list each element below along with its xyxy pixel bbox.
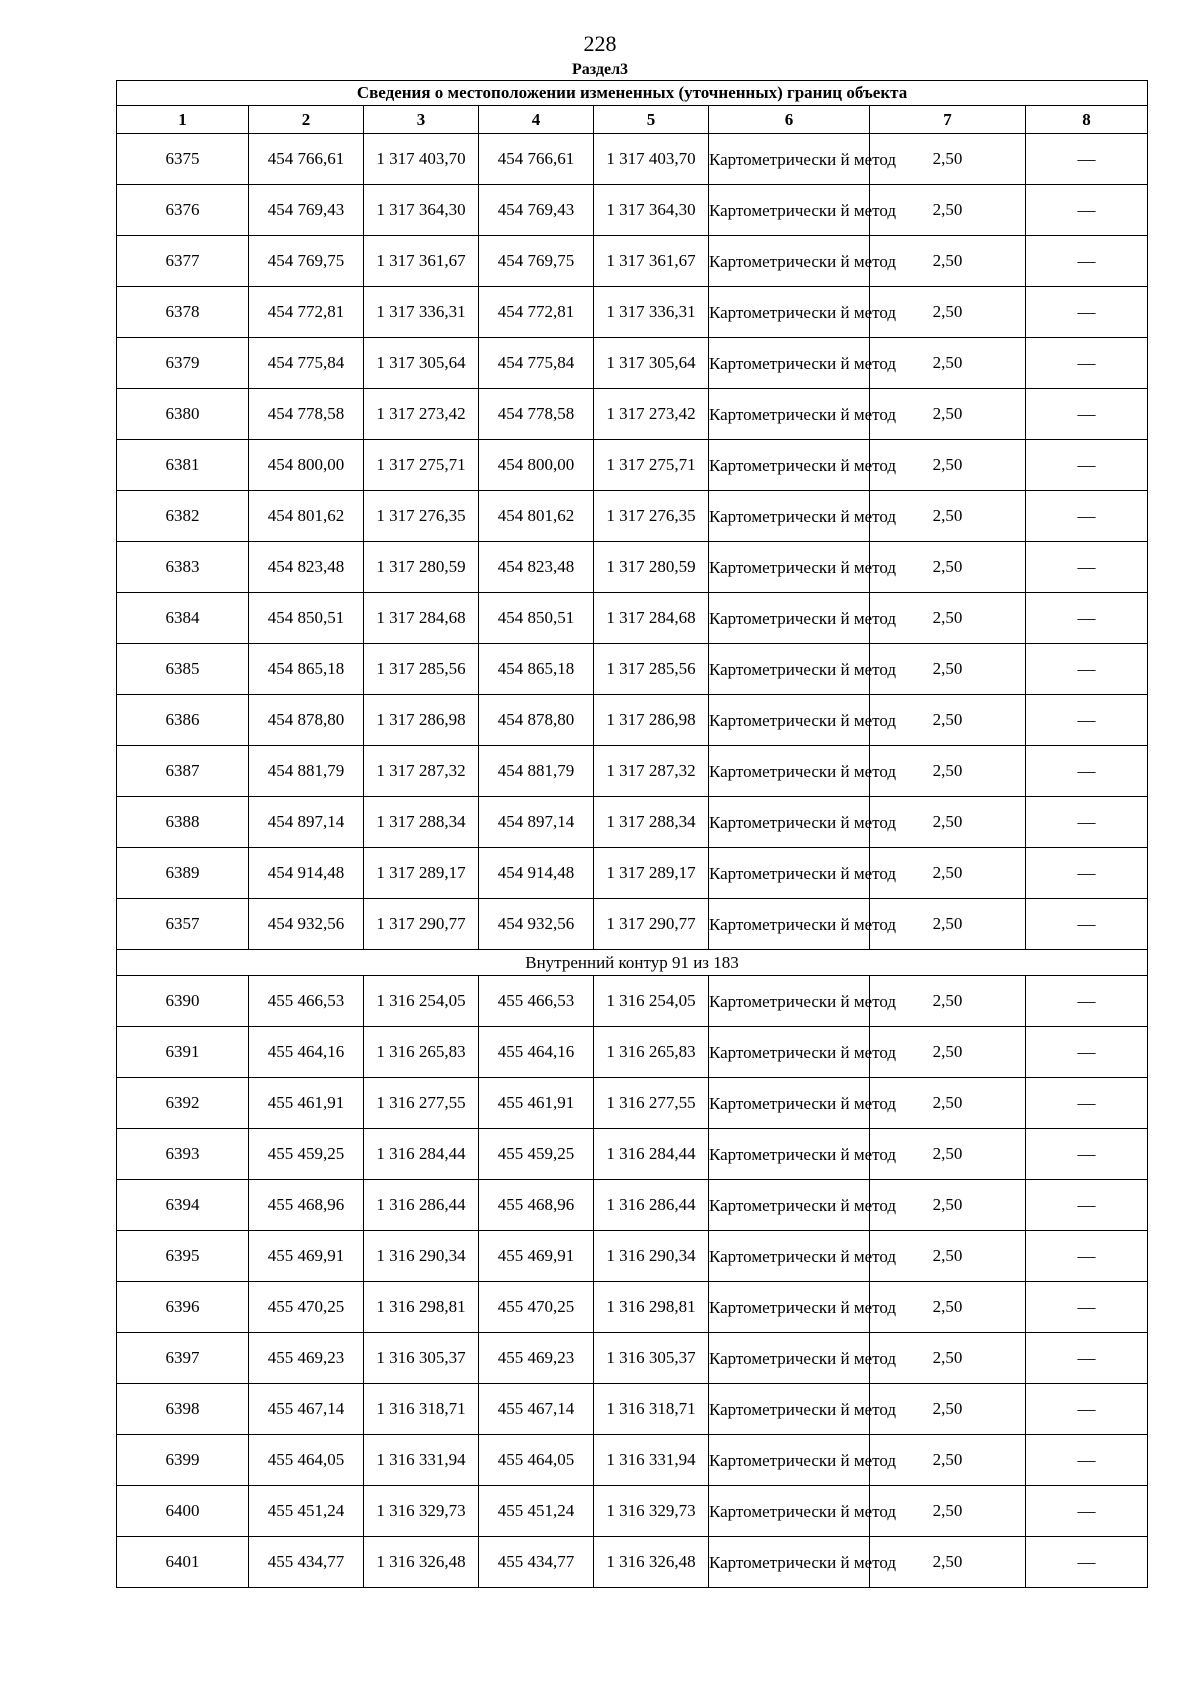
accuracy-cell: 2,50 (870, 1129, 1026, 1180)
accuracy-cell: 2,50 (870, 389, 1026, 440)
note-cell: — (1026, 848, 1148, 899)
accuracy-cell: 2,50 (870, 236, 1026, 287)
table-row (117, 1027, 1148, 1078)
coordinate-cell: 454 775,84 (249, 338, 364, 389)
note-cell: — (1026, 1435, 1148, 1486)
point-number-cell: 6394 (117, 1180, 249, 1231)
coordinate-cell: 455 469,23 (479, 1333, 594, 1384)
table-row (117, 695, 1148, 746)
accuracy-cell: 2,50 (870, 848, 1026, 899)
coordinate-cell: 1 316 305,37 (594, 1333, 709, 1384)
note-cell: — (1026, 389, 1148, 440)
coordinate-cell: 1 317 285,56 (594, 644, 709, 695)
method-cell: Картометрически й метод (709, 746, 870, 797)
coordinate-cell: 1 317 287,32 (594, 746, 709, 797)
coordinate-cell: 454 878,80 (479, 695, 594, 746)
coordinate-cell: 1 317 273,42 (364, 389, 479, 440)
column-number-header: 2 (249, 106, 364, 134)
coordinate-cell: 1 316 290,34 (594, 1231, 709, 1282)
point-number-cell: 6396 (117, 1282, 249, 1333)
coordinate-cell: 454 881,79 (249, 746, 364, 797)
table-row (117, 1078, 1148, 1129)
coordinate-cell: 1 316 284,44 (364, 1129, 479, 1180)
coordinate-cell: 455 470,25 (249, 1282, 364, 1333)
coordinate-cell: 1 316 305,37 (364, 1333, 479, 1384)
coordinate-cell: 1 316 326,48 (594, 1537, 709, 1588)
accuracy-cell: 2,50 (870, 1333, 1026, 1384)
method-cell: Картометрически й метод (709, 185, 870, 236)
coordinate-cell: 454 801,62 (249, 491, 364, 542)
point-number-cell: 6357 (117, 899, 249, 950)
coordinate-cell: 1 317 284,68 (364, 593, 479, 644)
note-cell: — (1026, 797, 1148, 848)
note-cell: — (1026, 1231, 1148, 1282)
coordinate-cell: 454 772,81 (479, 287, 594, 338)
coordinate-cell: 454 769,75 (479, 236, 594, 287)
note-cell: — (1026, 695, 1148, 746)
column-number-header: 5 (594, 106, 709, 134)
coordinate-cell: 455 464,16 (479, 1027, 594, 1078)
table-row (117, 1486, 1148, 1537)
table-row (117, 1282, 1148, 1333)
accuracy-cell: 2,50 (870, 1231, 1026, 1282)
coordinate-cell: 455 461,91 (479, 1078, 594, 1129)
accuracy-cell: 2,50 (870, 1078, 1026, 1129)
coordinate-cell: 1 317 305,64 (364, 338, 479, 389)
point-number-cell: 6387 (117, 746, 249, 797)
coordinate-cell: 1 317 364,30 (364, 185, 479, 236)
table-row (117, 338, 1148, 389)
accuracy-cell: 2,50 (870, 542, 1026, 593)
coordinate-cell: 1 317 286,98 (594, 695, 709, 746)
table-row (117, 1435, 1148, 1486)
coordinate-cell: 1 317 361,67 (364, 236, 479, 287)
point-number-cell: 6381 (117, 440, 249, 491)
coordinate-cell: 1 317 275,71 (364, 440, 479, 491)
coordinate-cell: 454 897,14 (479, 797, 594, 848)
note-cell: — (1026, 899, 1148, 950)
method-cell: Картометрически й метод (709, 848, 870, 899)
method-cell: Картометрически й метод (709, 644, 870, 695)
method-cell: Картометрически й метод (709, 1078, 870, 1129)
table-row (117, 1129, 1148, 1180)
note-cell: — (1026, 1180, 1148, 1231)
table-caption: Сведения о местоположении измененных (уточненных) границ объекта (117, 81, 1148, 106)
column-number-header: 7 (870, 106, 1026, 134)
accuracy-cell: 2,50 (870, 338, 1026, 389)
coordinate-cell: 454 766,61 (479, 134, 594, 185)
note-cell: — (1026, 593, 1148, 644)
coordinate-cell: 1 317 276,35 (594, 491, 709, 542)
point-number-cell: 6399 (117, 1435, 249, 1486)
point-number-cell: 6385 (117, 644, 249, 695)
coordinate-cell: 454 865,18 (249, 644, 364, 695)
coordinate-cell: 454 897,14 (249, 797, 364, 848)
accuracy-cell: 2,50 (870, 134, 1026, 185)
method-cell: Картометрически й метод (709, 1384, 870, 1435)
coordinate-cell: 455 451,24 (479, 1486, 594, 1537)
method-cell: Картометрически й метод (709, 1333, 870, 1384)
coordinate-cell: 455 464,05 (249, 1435, 364, 1486)
note-cell: — (1026, 976, 1148, 1027)
table-row (117, 746, 1148, 797)
point-number-cell: 6400 (117, 1486, 249, 1537)
coordinate-cell: 455 461,91 (249, 1078, 364, 1129)
coordinate-cell: 1 317 403,70 (364, 134, 479, 185)
table-row (117, 1537, 1148, 1588)
coordinate-cell: 1 317 336,31 (594, 287, 709, 338)
table-row (117, 1180, 1148, 1231)
coordinate-cell: 454 865,18 (479, 644, 594, 695)
method-cell: Картометрически й метод (709, 1027, 870, 1078)
point-number-cell: 6380 (117, 389, 249, 440)
point-number-cell: 6390 (117, 976, 249, 1027)
coordinate-cell: 454 801,62 (479, 491, 594, 542)
coordinate-cell: 1 316 298,81 (594, 1282, 709, 1333)
coordinate-cell: 455 469,23 (249, 1333, 364, 1384)
note-cell: — (1026, 1333, 1148, 1384)
coordinate-cell: 1 316 277,55 (594, 1078, 709, 1129)
table-row (117, 797, 1148, 848)
coordinate-cell: 455 459,25 (249, 1129, 364, 1180)
note-cell: — (1026, 287, 1148, 338)
note-cell: — (1026, 1486, 1148, 1537)
coordinate-cell: 1 316 286,44 (364, 1180, 479, 1231)
note-cell: — (1026, 440, 1148, 491)
coordinate-cell: 1 317 287,32 (364, 746, 479, 797)
note-cell: — (1026, 338, 1148, 389)
coordinate-cell: 1 317 403,70 (594, 134, 709, 185)
note-cell: — (1026, 1027, 1148, 1078)
note-cell: — (1026, 1282, 1148, 1333)
contour-row (117, 950, 1148, 976)
accuracy-cell: 2,50 (870, 976, 1026, 1027)
table-row (117, 976, 1148, 1027)
note-cell: — (1026, 1537, 1148, 1588)
point-number-cell: 6379 (117, 338, 249, 389)
coordinate-cell: 1 316 331,94 (364, 1435, 479, 1486)
coordinate-cell: 455 469,91 (249, 1231, 364, 1282)
coordinate-cell: 454 778,58 (479, 389, 594, 440)
section-title: Раздел3 (571, 61, 629, 78)
column-number-header: 4 (479, 106, 594, 134)
coordinate-cell: 454 772,81 (249, 287, 364, 338)
accuracy-cell: 2,50 (870, 287, 1026, 338)
accuracy-cell: 2,50 (870, 746, 1026, 797)
accuracy-cell: 2,50 (870, 185, 1026, 236)
table-row (117, 236, 1148, 287)
method-cell: Картометрически й метод (709, 1231, 870, 1282)
accuracy-cell: 2,50 (870, 899, 1026, 950)
point-number-cell: 6378 (117, 287, 249, 338)
coordinate-cell: 455 468,96 (479, 1180, 594, 1231)
coordinate-cell: 1 317 273,42 (594, 389, 709, 440)
coordinate-cell: 1 316 286,44 (594, 1180, 709, 1231)
coordinate-cell: 1 317 275,71 (594, 440, 709, 491)
accuracy-cell: 2,50 (870, 1180, 1026, 1231)
coordinate-cell: 1 316 284,44 (594, 1129, 709, 1180)
method-cell: Картометрически й метод (709, 440, 870, 491)
coordinate-cell: 1 316 318,71 (364, 1384, 479, 1435)
point-number-cell: 6391 (117, 1027, 249, 1078)
coordinate-cell: 1 316 329,73 (364, 1486, 479, 1537)
coordinate-cell: 1 316 277,55 (364, 1078, 479, 1129)
coordinate-cell: 1 317 284,68 (594, 593, 709, 644)
point-number-cell: 6376 (117, 185, 249, 236)
point-number-cell: 6384 (117, 593, 249, 644)
method-cell: Картометрически й метод (709, 695, 870, 746)
coordinate-cell: 454 881,79 (479, 746, 594, 797)
table-row (117, 899, 1148, 950)
note-cell: — (1026, 134, 1148, 185)
table-row (117, 644, 1148, 695)
coordinate-cell: 455 459,25 (479, 1129, 594, 1180)
point-number-cell: 6375 (117, 134, 249, 185)
coordinate-cell: 1 317 290,77 (594, 899, 709, 950)
coordinate-cell: 454 766,61 (249, 134, 364, 185)
note-cell: — (1026, 236, 1148, 287)
accuracy-cell: 2,50 (870, 1384, 1026, 1435)
coordinate-cell: 454 769,43 (479, 185, 594, 236)
coordinate-cell: 454 775,84 (479, 338, 594, 389)
coordinate-cell: 1 317 288,34 (364, 797, 479, 848)
coordinate-cell: 1 316 254,05 (594, 976, 709, 1027)
coordinate-cell: 455 467,14 (249, 1384, 364, 1435)
coordinate-cell: 1 317 276,35 (364, 491, 479, 542)
table-body (117, 134, 1148, 1588)
coordinates-table (116, 80, 1148, 1588)
coordinate-cell: 454 823,48 (479, 542, 594, 593)
method-cell: Картометрически й метод (709, 593, 870, 644)
coordinate-cell: 454 769,43 (249, 185, 364, 236)
coordinate-cell: 1 316 331,94 (594, 1435, 709, 1486)
note-cell: — (1026, 1078, 1148, 1129)
point-number-cell: 6393 (117, 1129, 249, 1180)
coordinate-cell: 454 932,56 (479, 899, 594, 950)
point-number-cell: 6389 (117, 848, 249, 899)
coordinate-cell: 1 317 288,34 (594, 797, 709, 848)
accuracy-cell: 2,50 (870, 1486, 1026, 1537)
accuracy-cell: 2,50 (870, 440, 1026, 491)
coordinate-cell: 1 316 329,73 (594, 1486, 709, 1537)
coordinate-cell: 1 317 289,17 (594, 848, 709, 899)
point-number-cell: 6392 (117, 1078, 249, 1129)
coordinate-cell: 454 800,00 (249, 440, 364, 491)
note-cell: — (1026, 644, 1148, 695)
table-row (117, 440, 1148, 491)
method-cell: Картометрически й метод (709, 491, 870, 542)
point-number-cell: 6401 (117, 1537, 249, 1588)
note-cell: — (1026, 1129, 1148, 1180)
table-row (117, 848, 1148, 899)
column-number-header: 3 (364, 106, 479, 134)
coordinate-cell: 454 823,48 (249, 542, 364, 593)
table-row (117, 185, 1148, 236)
coordinate-cell: 455 469,91 (479, 1231, 594, 1282)
note-cell: — (1026, 746, 1148, 797)
accuracy-cell: 2,50 (870, 593, 1026, 644)
coordinate-cell: 455 468,96 (249, 1180, 364, 1231)
accuracy-cell: 2,50 (870, 695, 1026, 746)
coordinate-cell: 1 317 285,56 (364, 644, 479, 695)
table-row (117, 389, 1148, 440)
coordinate-cell: 1 317 280,59 (594, 542, 709, 593)
point-number-cell: 6382 (117, 491, 249, 542)
method-cell: Картометрически й метод (709, 797, 870, 848)
column-number-header: 6 (709, 106, 870, 134)
coordinate-cell: 1 317 364,30 (594, 185, 709, 236)
method-cell: Картометрически й метод (709, 1537, 870, 1588)
coordinate-cell: 454 800,00 (479, 440, 594, 491)
method-cell: Картометрически й метод (709, 542, 870, 593)
coordinate-cell: 1 316 265,83 (364, 1027, 479, 1078)
table-row (117, 593, 1148, 644)
note-cell: — (1026, 1384, 1148, 1435)
coordinate-cell: 1 317 289,17 (364, 848, 479, 899)
point-number-cell: 6383 (117, 542, 249, 593)
coordinate-cell: 1 317 336,31 (364, 287, 479, 338)
table-row (117, 542, 1148, 593)
coordinate-cell: 454 850,51 (479, 593, 594, 644)
coordinate-cell: 455 467,14 (479, 1384, 594, 1435)
method-cell: Картометрически й метод (709, 1129, 870, 1180)
accuracy-cell: 2,50 (870, 1537, 1026, 1588)
page-number: 228 (583, 31, 617, 56)
table-row (117, 491, 1148, 542)
method-cell: Картометрически й метод (709, 976, 870, 1027)
accuracy-cell: 2,50 (870, 1027, 1026, 1078)
coordinate-cell: 1 316 265,83 (594, 1027, 709, 1078)
coordinate-cell: 455 451,24 (249, 1486, 364, 1537)
point-number-cell: 6388 (117, 797, 249, 848)
point-number-cell: 6397 (117, 1333, 249, 1384)
coordinate-cell: 455 470,25 (479, 1282, 594, 1333)
method-cell: Картометрически й метод (709, 236, 870, 287)
contour-label: Внутренний контур 91 из 183 (117, 950, 1148, 976)
coordinate-cell: 454 778,58 (249, 389, 364, 440)
accuracy-cell: 2,50 (870, 1435, 1026, 1486)
table-row (117, 1384, 1148, 1435)
method-cell: Картометрически й метод (709, 1282, 870, 1333)
coordinate-cell: 454 914,48 (479, 848, 594, 899)
coordinate-cell: 454 932,56 (249, 899, 364, 950)
coordinate-cell: 1 317 286,98 (364, 695, 479, 746)
coordinate-cell: 454 850,51 (249, 593, 364, 644)
accuracy-cell: 2,50 (870, 797, 1026, 848)
coordinate-cell: 455 434,77 (249, 1537, 364, 1588)
table-row (117, 134, 1148, 185)
coordinate-cell: 1 317 290,77 (364, 899, 479, 950)
coordinate-cell: 455 434,77 (479, 1537, 594, 1588)
coordinate-cell: 1 317 305,64 (594, 338, 709, 389)
point-number-cell: 6377 (117, 236, 249, 287)
coordinate-cell: 1 317 361,67 (594, 236, 709, 287)
note-cell: — (1026, 542, 1148, 593)
accuracy-cell: 2,50 (870, 1282, 1026, 1333)
coordinate-cell: 1 317 280,59 (364, 542, 479, 593)
coordinate-cell: 454 878,80 (249, 695, 364, 746)
column-number-header: 8 (1026, 106, 1148, 134)
point-number-cell: 6398 (117, 1384, 249, 1435)
table-row (117, 287, 1148, 338)
column-number-row (117, 106, 1148, 134)
table-row (117, 1231, 1148, 1282)
column-number-header: 1 (117, 106, 249, 134)
method-cell: Картометрически й метод (709, 1180, 870, 1231)
coordinate-cell: 455 464,05 (479, 1435, 594, 1486)
accuracy-cell: 2,50 (870, 491, 1026, 542)
coordinate-cell: 1 316 326,48 (364, 1537, 479, 1588)
coordinate-cell: 454 769,75 (249, 236, 364, 287)
method-cell: Картометрически й метод (709, 1486, 870, 1537)
method-cell: Картометрически й метод (709, 389, 870, 440)
accuracy-cell: 2,50 (870, 644, 1026, 695)
coordinate-cell: 455 466,53 (249, 976, 364, 1027)
coordinate-cell: 455 464,16 (249, 1027, 364, 1078)
method-cell: Картометрически й метод (709, 899, 870, 950)
point-number-cell: 6395 (117, 1231, 249, 1282)
method-cell: Картометрически й метод (709, 1435, 870, 1486)
method-cell: Картометрически й метод (709, 287, 870, 338)
coordinate-cell: 1 316 254,05 (364, 976, 479, 1027)
note-cell: — (1026, 491, 1148, 542)
method-cell: Картометрически й метод (709, 338, 870, 389)
coordinate-cell: 455 466,53 (479, 976, 594, 1027)
coordinate-cell: 1 316 290,34 (364, 1231, 479, 1282)
coordinate-cell: 454 914,48 (249, 848, 364, 899)
coordinate-cell: 1 316 298,81 (364, 1282, 479, 1333)
point-number-cell: 6386 (117, 695, 249, 746)
method-cell: Картометрически й метод (709, 134, 870, 185)
note-cell: — (1026, 185, 1148, 236)
coordinate-cell: 1 316 318,71 (594, 1384, 709, 1435)
table-row (117, 1333, 1148, 1384)
